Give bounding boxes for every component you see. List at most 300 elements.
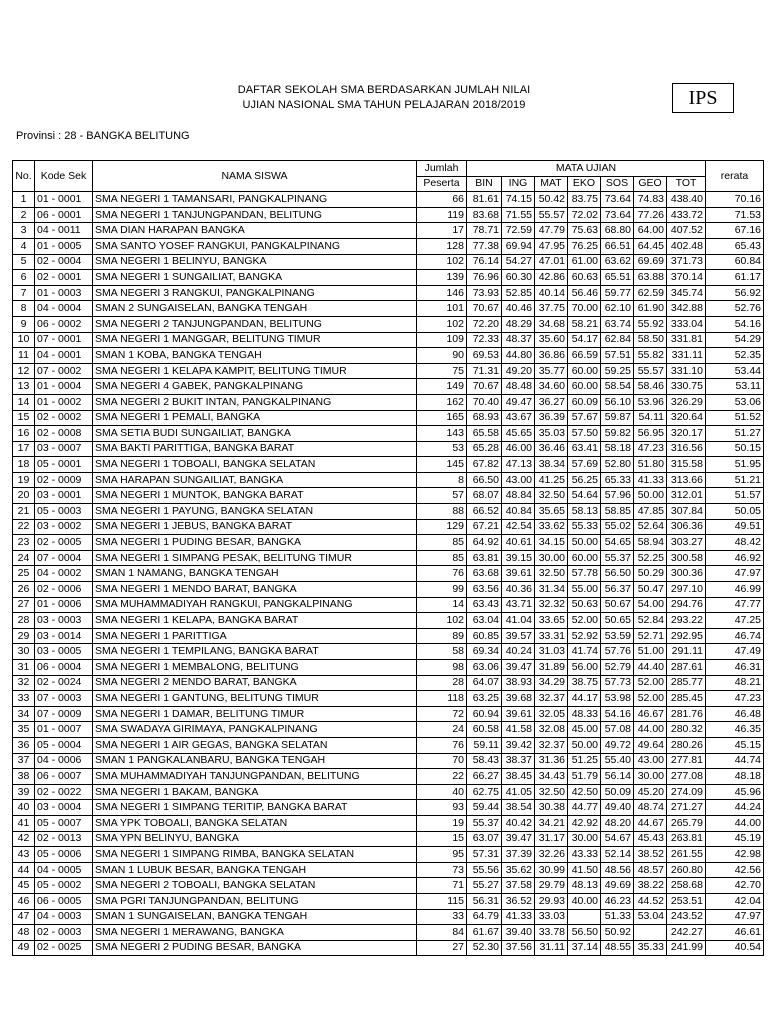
cell-nama: SMA NEGERI 4 GABEK, PANGKALPINANG	[93, 379, 417, 395]
table-row	[13, 706, 764, 722]
cell-mat: 31.34	[535, 582, 568, 598]
cell-no: 30	[13, 644, 35, 660]
cell-ing: 47.13	[502, 457, 535, 473]
cell-kode-sek: 02 - 0025	[35, 940, 93, 956]
cell-nama: SMA NEGERI 3 RANGKUI, PANGKALPINANG	[93, 285, 417, 301]
cell-bin: 72.33	[467, 332, 502, 348]
cell-sos: 63.62	[601, 254, 634, 270]
cell-ing: 43.71	[502, 597, 535, 613]
cell-mat: 32.32	[535, 597, 568, 613]
table-row	[13, 909, 764, 925]
cell-eko: 54.64	[568, 488, 601, 504]
cell-nama: SMA NEGERI 1 MENDO BARAT, BANGKA	[93, 582, 417, 598]
cell-eko: 44.17	[568, 691, 601, 707]
cell-sos: 57.96	[601, 488, 634, 504]
cell-rerata: 44.24	[706, 800, 764, 816]
cell-no: 20	[13, 488, 35, 504]
cell-rerata: 48.21	[706, 675, 764, 691]
cell-ing: 52.85	[502, 285, 535, 301]
cell-no: 1	[13, 192, 35, 208]
cell-mat: 32.26	[535, 847, 568, 863]
cell-rerata: 54.16	[706, 316, 764, 332]
cell-sos: 48.20	[601, 815, 634, 831]
cell-eko: 54.17	[568, 332, 601, 348]
cell-no: 29	[13, 628, 35, 644]
cell-nama: SMAN 1 KOBA, BANGKA TENGAH	[93, 348, 417, 364]
cell-no: 6	[13, 270, 35, 286]
cell-eko: 50.00	[568, 535, 601, 551]
cell-bin: 55.56	[467, 862, 502, 878]
cell-eko: 40.00	[568, 893, 601, 909]
cell-tot: 300.36	[667, 566, 706, 582]
cell-mat: 29.93	[535, 893, 568, 909]
cell-tot: 331.11	[667, 348, 706, 364]
cell-nama: SMA NEGERI 1 BAKAM, BANGKA	[93, 784, 417, 800]
cell-kode-sek: 07 - 0001	[35, 332, 93, 348]
cell-peserta: 71	[417, 878, 467, 894]
cell-nama: SMA SANTO YOSEF RANGKUI, PANGKALPINANG	[93, 238, 417, 254]
cell-eko: 56.25	[568, 472, 601, 488]
cell-no: 15	[13, 410, 35, 426]
table-body	[13, 192, 764, 956]
cell-no: 34	[13, 706, 35, 722]
cell-kode-sek: 04 - 0005	[35, 862, 93, 878]
table-row	[13, 457, 764, 473]
cell-sos: 53.98	[601, 691, 634, 707]
cell-sos: 53.59	[601, 628, 634, 644]
header-bin: BIN	[467, 176, 502, 192]
table-row	[13, 878, 764, 894]
cell-tot: 280.32	[667, 722, 706, 738]
cell-no: 13	[13, 379, 35, 395]
cell-nama: SMA NEGERI 1 KELAPA, BANGKA BARAT	[93, 613, 417, 629]
cell-eko: 56.50	[568, 925, 601, 941]
cell-sos: 56.14	[601, 769, 634, 785]
cell-bin: 68.93	[467, 410, 502, 426]
cell-kode-sek: 07 - 0009	[35, 706, 93, 722]
cell-rerata: 45.15	[706, 737, 764, 753]
header-peserta: Peserta	[417, 176, 467, 192]
cell-ing: 71.55	[502, 207, 535, 223]
cell-nama: SMA NEGERI 2 PUDING BESAR, BANGKA	[93, 940, 417, 956]
cell-nama: SMA YPK TOBOALI, BANGKA SELATAN	[93, 815, 417, 831]
cell-geo	[634, 925, 667, 941]
cell-tot: 277.81	[667, 753, 706, 769]
cell-no: 45	[13, 878, 35, 894]
cell-geo: 38.52	[634, 847, 667, 863]
cell-eko: 37.14	[568, 940, 601, 956]
cell-ing: 40.42	[502, 815, 535, 831]
cell-peserta: 118	[417, 691, 467, 707]
cell-mat: 33.31	[535, 628, 568, 644]
cell-ing: 39.15	[502, 550, 535, 566]
cell-tot: 370.14	[667, 270, 706, 286]
cell-peserta: 128	[417, 238, 467, 254]
cell-peserta: 146	[417, 285, 467, 301]
cell-mat: 31.17	[535, 831, 568, 847]
cell-nama: SMA NEGERI 2 MENDO BARAT, BANGKA	[93, 675, 417, 691]
cell-sos: 48.55	[601, 940, 634, 956]
cell-kode-sek: 03 - 0002	[35, 519, 93, 535]
cell-tot: 320.64	[667, 410, 706, 426]
cell-peserta: 99	[417, 582, 467, 598]
cell-peserta: 24	[417, 722, 467, 738]
cell-eko: 56.00	[568, 660, 601, 676]
cell-sos: 51.33	[601, 909, 634, 925]
cell-no: 31	[13, 660, 35, 676]
cell-mat: 32.50	[535, 488, 568, 504]
table-row	[13, 800, 764, 816]
cell-sos: 59.87	[601, 410, 634, 426]
cell-ing: 42.54	[502, 519, 535, 535]
cell-sos: 73.64	[601, 207, 634, 223]
cell-eko: 51.25	[568, 753, 601, 769]
cell-tot: 292.95	[667, 628, 706, 644]
cell-peserta: 22	[417, 769, 467, 785]
table-row	[13, 238, 764, 254]
cell-no: 42	[13, 831, 35, 847]
table-row	[13, 893, 764, 909]
cell-mat: 33.62	[535, 519, 568, 535]
cell-geo: 55.82	[634, 348, 667, 364]
cell-geo: 47.85	[634, 504, 667, 520]
cell-no: 12	[13, 363, 35, 379]
table-row	[13, 784, 764, 800]
cell-peserta: 119	[417, 207, 467, 223]
cell-no: 33	[13, 691, 35, 707]
cell-bin: 63.06	[467, 660, 502, 676]
table-row	[13, 301, 764, 317]
cell-rerata: 51.52	[706, 410, 764, 426]
cell-ing: 40.46	[502, 301, 535, 317]
cell-geo: 48.57	[634, 862, 667, 878]
cell-rerata: 40.54	[706, 940, 764, 956]
cell-no: 38	[13, 769, 35, 785]
cell-rerata: 52.76	[706, 301, 764, 317]
cell-kode-sek: 03 - 0004	[35, 800, 93, 816]
cell-rerata: 48.42	[706, 535, 764, 551]
cell-sos: 50.67	[601, 597, 634, 613]
cell-mat: 50.42	[535, 192, 568, 208]
cell-mat: 34.21	[535, 815, 568, 831]
cell-no: 46	[13, 893, 35, 909]
cell-eko: 50.00	[568, 737, 601, 753]
cell-tot: 300.58	[667, 550, 706, 566]
cell-geo: 53.04	[634, 909, 667, 925]
cell-nama: SMA NEGERI 1 DAMAR, BELITUNG TIMUR	[93, 706, 417, 722]
cell-peserta: 129	[417, 519, 467, 535]
table-row	[13, 254, 764, 270]
cell-no: 27	[13, 597, 35, 613]
cell-peserta: 8	[417, 472, 467, 488]
cell-tot: 407.52	[667, 223, 706, 239]
cell-bin: 71.31	[467, 363, 502, 379]
cell-nama: SMA NEGERI 1 TAMANSARI, PANGKALPINANG	[93, 192, 417, 208]
cell-bin: 62.75	[467, 784, 502, 800]
table-row	[13, 519, 764, 535]
cell-ing: 40.61	[502, 535, 535, 551]
cell-no: 22	[13, 519, 35, 535]
cell-mat: 37.75	[535, 301, 568, 317]
cell-eko: 43.33	[568, 847, 601, 863]
cell-tot: 297.10	[667, 582, 706, 598]
cell-peserta: 14	[417, 597, 467, 613]
cell-kode-sek: 06 - 0001	[35, 207, 93, 223]
cell-kode-sek: 06 - 0002	[35, 316, 93, 332]
cell-eko: 57.50	[568, 426, 601, 442]
cell-mat: 35.03	[535, 426, 568, 442]
cell-eko: 52.00	[568, 613, 601, 629]
cell-kode-sek: 04 - 0006	[35, 753, 93, 769]
cell-rerata: 42.56	[706, 862, 764, 878]
cell-rerata: 56.92	[706, 285, 764, 301]
cell-mat: 35.65	[535, 504, 568, 520]
cell-bin: 73.93	[467, 285, 502, 301]
cell-no: 44	[13, 862, 35, 878]
cell-nama: SMA NEGERI 1 SUNGAILIAT, BANGKA	[93, 270, 417, 286]
cell-kode-sek: 02 - 0001	[35, 270, 93, 286]
table-row	[13, 925, 764, 941]
cell-kode-sek: 02 - 0013	[35, 831, 93, 847]
cell-no: 43	[13, 847, 35, 863]
cell-mat: 30.38	[535, 800, 568, 816]
cell-bin: 52.30	[467, 940, 502, 956]
cell-tot: 342.88	[667, 301, 706, 317]
cell-peserta: 88	[417, 504, 467, 520]
cell-ing: 37.56	[502, 940, 535, 956]
header-mata-ujian: MATA UJIAN	[467, 161, 706, 177]
cell-kode-sek: 04 - 0004	[35, 301, 93, 317]
cell-geo: 52.00	[634, 675, 667, 691]
cell-nama: SMA NEGERI 1 AIR GEGAS, BANGKA SELATAN	[93, 737, 417, 753]
cell-mat: 32.50	[535, 784, 568, 800]
cell-bin: 65.28	[467, 441, 502, 457]
cell-bin: 55.27	[467, 878, 502, 894]
cell-eko: 50.63	[568, 597, 601, 613]
cell-peserta: 33	[417, 909, 467, 925]
table-row	[13, 285, 764, 301]
table-row	[13, 535, 764, 551]
cell-rerata: 45.19	[706, 831, 764, 847]
cell-peserta: 95	[417, 847, 467, 863]
cell-no: 35	[13, 722, 35, 738]
cell-eko: 60.09	[568, 394, 601, 410]
cell-peserta: 75	[417, 363, 467, 379]
cell-geo: 35.33	[634, 940, 667, 956]
cell-no: 23	[13, 535, 35, 551]
cell-ing: 45.65	[502, 426, 535, 442]
cell-ing: 35.62	[502, 862, 535, 878]
cell-ing: 72.59	[502, 223, 535, 239]
cell-no: 9	[13, 316, 35, 332]
cell-bin: 57.31	[467, 847, 502, 863]
cell-mat: 38.34	[535, 457, 568, 473]
cell-nama: SMA NEGERI 2 BUKIT INTAN, PANGKALPINANG	[93, 394, 417, 410]
table-row	[13, 332, 764, 348]
cell-bin: 55.37	[467, 815, 502, 831]
cell-rerata: 51.57	[706, 488, 764, 504]
cell-mat: 36.27	[535, 394, 568, 410]
cell-eko: 57.69	[568, 457, 601, 473]
table-row	[13, 769, 764, 785]
cell-nama: SMA SWADAYA GIRIMAYA, PANGKALPINANG	[93, 722, 417, 738]
cell-bin: 69.53	[467, 348, 502, 364]
cell-tot: 331.10	[667, 363, 706, 379]
table-row	[13, 550, 764, 566]
cell-eko: 58.21	[568, 316, 601, 332]
header-kode-sek: Kode Sek	[35, 161, 93, 192]
cell-no: 11	[13, 348, 35, 364]
cell-geo: 77.26	[634, 207, 667, 223]
cell-peserta: 143	[417, 426, 467, 442]
cell-ing: 41.05	[502, 784, 535, 800]
cell-sos: 62.84	[601, 332, 634, 348]
cell-geo: 55.92	[634, 316, 667, 332]
cell-mat: 33.03	[535, 909, 568, 925]
cell-eko	[568, 909, 601, 925]
cell-tot: 320.17	[667, 426, 706, 442]
cell-rerata: 50.15	[706, 441, 764, 457]
table-row	[13, 862, 764, 878]
cell-geo: 54.11	[634, 410, 667, 426]
cell-kode-sek: 02 - 0002	[35, 410, 93, 426]
cell-kode-sek: 03 - 0001	[35, 488, 93, 504]
cell-no: 24	[13, 550, 35, 566]
cell-nama: SMA NEGERI 1 PARITTIGA	[93, 628, 417, 644]
cell-peserta: 17	[417, 223, 467, 239]
cell-peserta: 76	[417, 737, 467, 753]
cell-bin: 60.85	[467, 628, 502, 644]
cell-tot: 265.79	[667, 815, 706, 831]
cell-ing: 54.27	[502, 254, 535, 270]
cell-rerata: 42.98	[706, 847, 764, 863]
cell-kode-sek: 02 - 0022	[35, 784, 93, 800]
cell-rerata: 48.18	[706, 769, 764, 785]
table-row	[13, 270, 764, 286]
cell-mat: 47.95	[535, 238, 568, 254]
cell-bin: 81.61	[467, 192, 502, 208]
cell-tot: 271.27	[667, 800, 706, 816]
table-row	[13, 597, 764, 613]
cell-sos: 55.37	[601, 550, 634, 566]
cell-mat: 31.36	[535, 753, 568, 769]
cell-peserta: 101	[417, 301, 467, 317]
table-row	[13, 940, 764, 956]
cell-no: 19	[13, 472, 35, 488]
cell-geo: 69.69	[634, 254, 667, 270]
cell-mat: 31.11	[535, 940, 568, 956]
cell-kode-sek: 02 - 0008	[35, 426, 93, 442]
cell-nama: SMA SETIA BUDI SUNGAILIAT, BANGKA	[93, 426, 417, 442]
cell-ing: 74.15	[502, 192, 535, 208]
table-row	[13, 613, 764, 629]
cell-rerata: 47.49	[706, 644, 764, 660]
cell-eko: 52.92	[568, 628, 601, 644]
cell-geo: 46.67	[634, 706, 667, 722]
cell-geo: 54.00	[634, 597, 667, 613]
cell-geo: 50.29	[634, 566, 667, 582]
cell-kode-sek: 02 - 0006	[35, 582, 93, 598]
cell-tot: 253.51	[667, 893, 706, 909]
cell-geo: 30.00	[634, 769, 667, 785]
cell-kode-sek: 05 - 0004	[35, 737, 93, 753]
cell-bin: 66.52	[467, 504, 502, 520]
table-row	[13, 566, 764, 582]
cell-ing: 43.67	[502, 410, 535, 426]
header-rerata: rerata	[706, 161, 764, 192]
cell-eko: 44.77	[568, 800, 601, 816]
cell-sos: 58.85	[601, 504, 634, 520]
cell-peserta: 70	[417, 753, 467, 769]
cell-no: 17	[13, 441, 35, 457]
cell-mat: 35.77	[535, 363, 568, 379]
header-nama-siswa: NAMA SISWA	[93, 161, 417, 192]
cell-sos: 54.67	[601, 831, 634, 847]
header-tot: TOT	[667, 176, 706, 192]
cell-tot: 312.01	[667, 488, 706, 504]
cell-bin: 63.04	[467, 613, 502, 629]
table-row	[13, 582, 764, 598]
cell-no: 47	[13, 909, 35, 925]
cell-rerata: 53.06	[706, 394, 764, 410]
table-row	[13, 223, 764, 239]
cell-sos: 65.33	[601, 472, 634, 488]
cell-no: 40	[13, 800, 35, 816]
cell-tot: 293.22	[667, 613, 706, 629]
cell-tot: 241.99	[667, 940, 706, 956]
cell-nama: SMAN 1 LUBUK BESAR, BANGKA TENGAH	[93, 862, 417, 878]
cell-peserta: 66	[417, 192, 467, 208]
cell-geo: 50.47	[634, 582, 667, 598]
cell-rerata: 53.44	[706, 363, 764, 379]
cell-sos: 59.25	[601, 363, 634, 379]
cell-ing: 39.57	[502, 628, 535, 644]
cell-bin: 83.68	[467, 207, 502, 223]
cell-geo: 51.80	[634, 457, 667, 473]
cell-ing: 37.58	[502, 878, 535, 894]
cell-nama: SMA DIAN HARAPAN BANGKA	[93, 223, 417, 239]
cell-nama: SMA NEGERI 1 TOBOALI, BANGKA SELATAN	[93, 457, 417, 473]
cell-tot: 345.74	[667, 285, 706, 301]
cell-ing: 60.30	[502, 270, 535, 286]
cell-peserta: 73	[417, 862, 467, 878]
table-row	[13, 207, 764, 223]
cell-no: 41	[13, 815, 35, 831]
cell-eko: 42.50	[568, 784, 601, 800]
cell-kode-sek: 03 - 0014	[35, 628, 93, 644]
cell-sos: 48.56	[601, 862, 634, 878]
cell-eko: 45.00	[568, 722, 601, 738]
cell-eko: 83.75	[568, 192, 601, 208]
cell-eko: 75.63	[568, 223, 601, 239]
header-no: No.	[13, 161, 35, 192]
cell-sos: 52.14	[601, 847, 634, 863]
cell-ing: 38.37	[502, 753, 535, 769]
table-row	[13, 737, 764, 753]
cell-ing: 48.48	[502, 379, 535, 395]
cell-peserta: 15	[417, 831, 467, 847]
cell-kode-sek: 05 - 0001	[35, 457, 93, 473]
cell-mat: 55.57	[535, 207, 568, 223]
cell-sos: 56.37	[601, 582, 634, 598]
header-geo: GEO	[634, 176, 667, 192]
header-mat: MAT	[535, 176, 568, 192]
cell-kode-sek: 04 - 0003	[35, 909, 93, 925]
cell-eko: 60.00	[568, 550, 601, 566]
cell-peserta: 165	[417, 410, 467, 426]
cell-kode-sek: 01 - 0002	[35, 394, 93, 410]
cell-nama: SMAN 1 PANGKALANBARU, BANGKA TENGAH	[93, 753, 417, 769]
